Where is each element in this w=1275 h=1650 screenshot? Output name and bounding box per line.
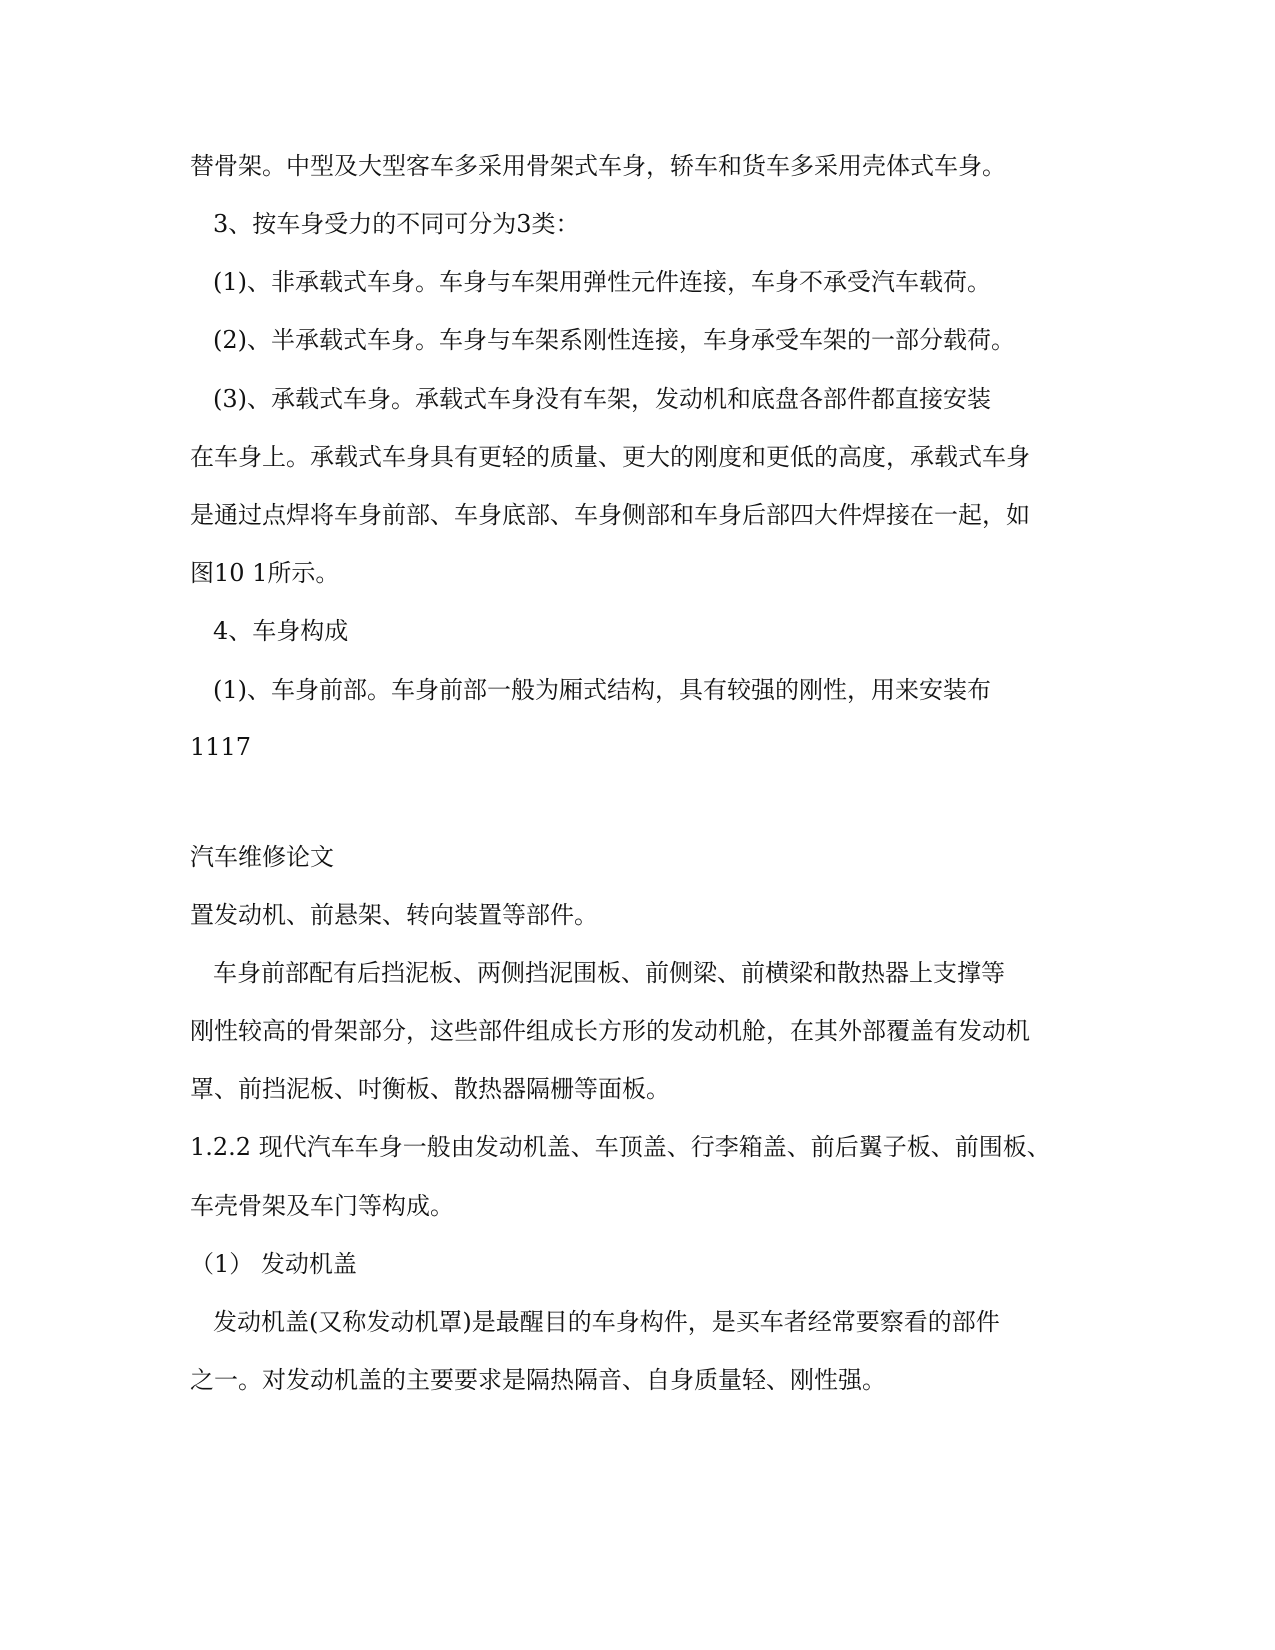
text-line: 在车身上。承载式车身具有更轻的质量、更大的刚度和更低的高度，承载式车身	[190, 443, 1030, 471]
text-line: 之一。对发动机盖的主要要求是隔热隔音、自身质量轻、刚性强。	[190, 1366, 886, 1394]
page-number: 1117	[190, 733, 252, 761]
text-line: 置发动机、前悬架、转向装置等部件。	[190, 901, 598, 929]
section-heading: 1.2.2 现代汽车车身一般由发动机盖、车顶盖、行李箱盖、前后翼子板、前围板、	[190, 1133, 1051, 1161]
text-line: 3、按车身受力的不同可分为3类：	[213, 210, 580, 238]
text-line: (2)、半承载式车身。车身与车架系刚性连接，车身承受车架的一部分载荷。	[213, 326, 1015, 354]
text-line: (1)、车身前部。车身前部一般为厢式结构，具有较强的刚性，用来安装布	[213, 676, 991, 704]
subsection-heading: （1） 发动机盖	[190, 1250, 357, 1278]
text-line: (3)、承载式车身。承载式车身没有车架，发动机和底盘各部件都直接安装	[213, 385, 991, 413]
running-header: 汽车维修论文	[190, 843, 334, 871]
text-line: 车身前部配有后挡泥板、两侧挡泥围板、前侧梁、前横梁和散热器上支撑等	[213, 959, 1005, 987]
text-line: 刚性较高的骨架部分，这些部件组成长方形的发动机舱，在其外部覆盖有发动机	[190, 1017, 1030, 1045]
text-line: 发动机盖(又称发动机罩)是最醒目的车身构件，是买车者经常要察看的部件	[213, 1308, 1000, 1336]
text-line: (1)、非承载式车身。车身与车架用弹性元件连接，车身不承受汽车载荷。	[213, 268, 991, 296]
text-line: 是通过点焊将车身前部、车身底部、车身侧部和车身后部四大件焊接在一起，如	[190, 501, 1030, 529]
text-line: 罩、前挡泥板、吋衡板、散热器隔栅等面板。	[190, 1075, 670, 1103]
text-line: 4、车身构成	[213, 617, 349, 645]
text-line: 车壳骨架及车门等构成。	[190, 1192, 454, 1220]
text-line: 替骨架。中型及大型客车多采用骨架式车身，轿车和货车多采用壳体式车身。	[190, 152, 1006, 180]
text-line: 图10 1所示。	[190, 559, 340, 587]
